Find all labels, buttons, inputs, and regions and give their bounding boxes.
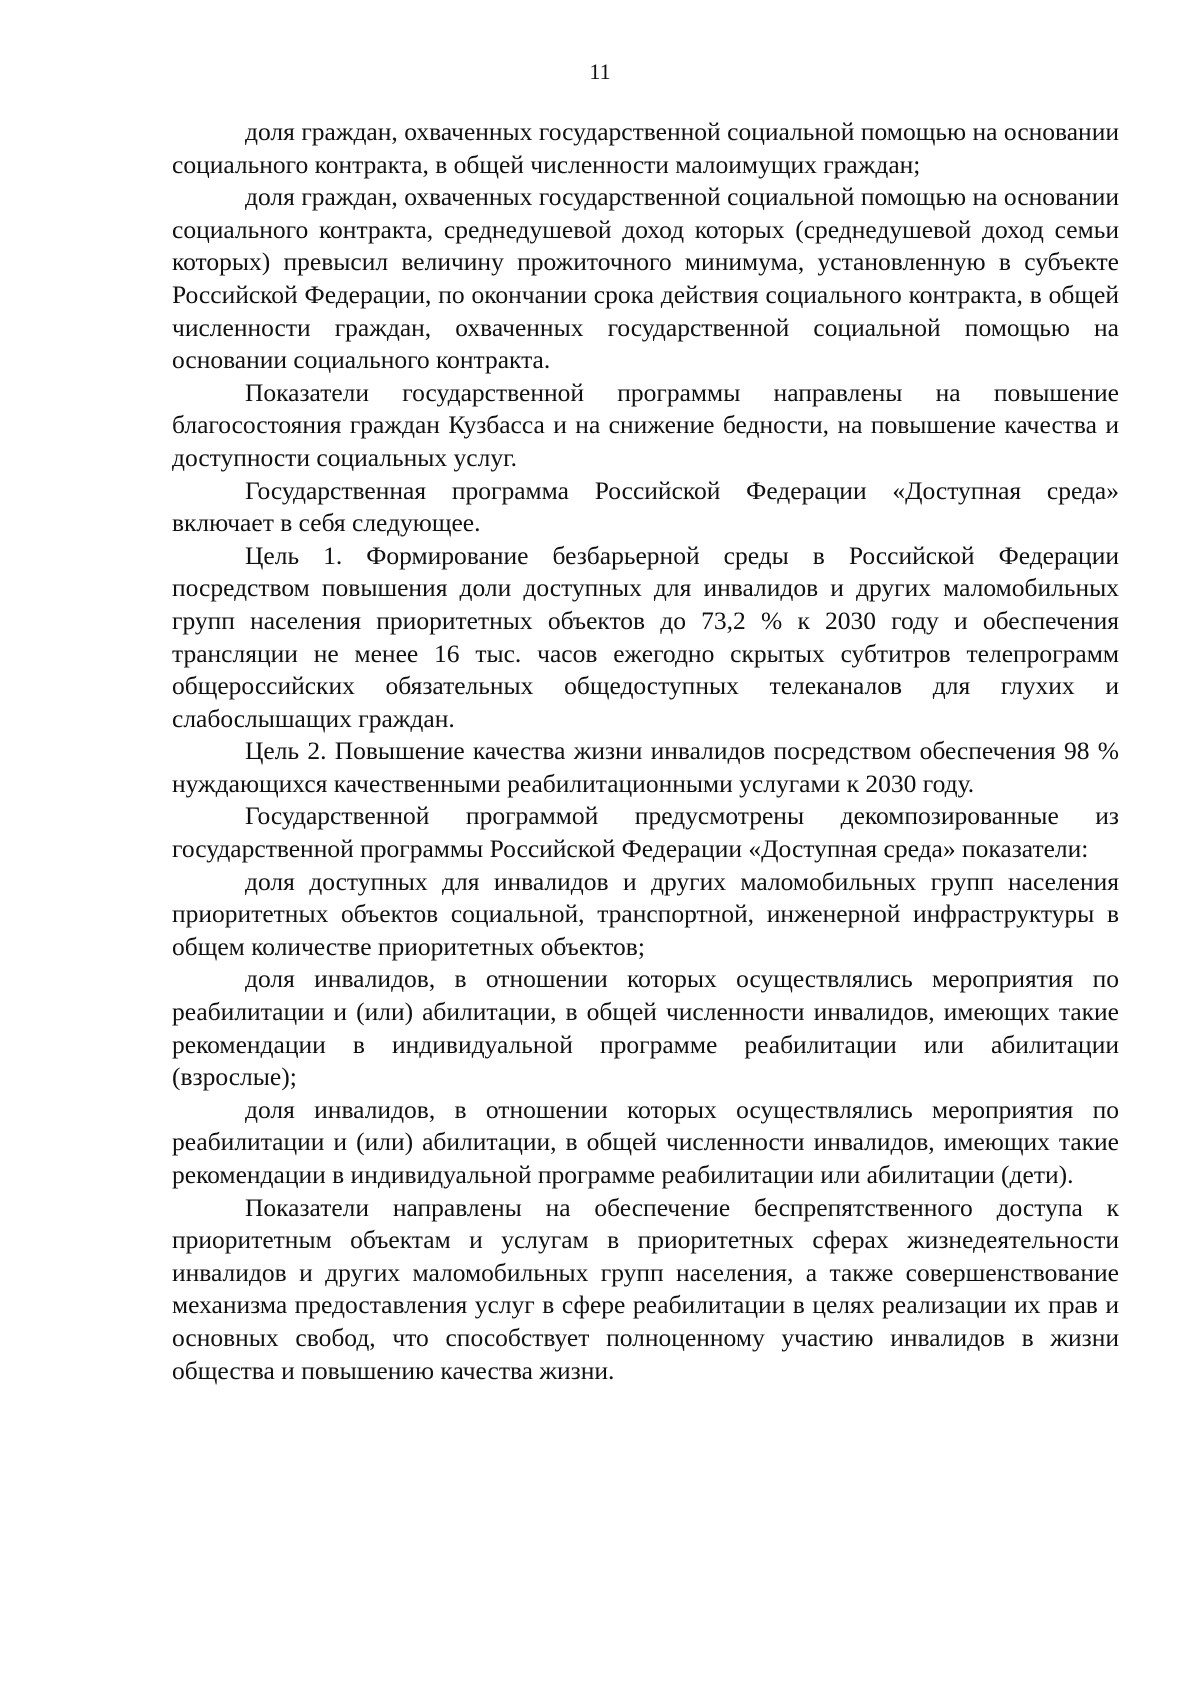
paragraph-indicator-accessible-objects: доля доступных для инвалидов и других маломобильных групп населения приоритетных объектов социальной, транспортной, инженерной инфраструктуры в общем количестве приоритетных объектов;: [172, 866, 1119, 961]
page-number: 11: [589, 59, 611, 84]
paragraph-program-indicators-purpose: Показатели государственной программы направлены на повышение благосостояния граждан Кузбасса и на снижение бедности, на повышение качества и доступности социальных услуг.: [172, 377, 1119, 472]
paragraph-indicator-rehab-children: доля инвалидов, в отношении которых осуществлялись мероприятия по реабилитации и (или) абилитации, в общей численности инвалидов, имеющих такие рекомендации в индивидуальной программе реабилитации или абилитации (дети).: [172, 1094, 1119, 1189]
paragraph-decomposed-indicators-intro: Государственной программой предусмотрены декомпозированные из государственной программы Российской Федерации «Доступная среда» показатели:: [172, 801, 1119, 864]
paragraph-indicator-income-above-minimum: доля граждан, охваченных государственной социальной помощью на основании социального контракта, среднедушевой доход которых (среднедушевой доход семьи которых) превысил величину прожиточного минимума, установленную в субъекте Российской Федерации, по окончании срока действия социального контракта, в общей численности граждан, охваченных государственной социальной помощью на основании социального контракта.: [172, 182, 1119, 375]
paragraph-goal-2: Цель 2. Повышение качества жизни инвалидов посредством обеспечения 98 % нуждающихся качественными реабилитационными услугами к 2030 году.: [172, 736, 1119, 798]
paragraph-indicators-goal: Показатели направлены на обеспечение беспрепятственного доступа к приоритетным объектам и услугам в приоритетных сферах жизнедеятельности инвалидов и других маломобильных групп населения, а также совершенствование механизма предоставления услуг в сфере реабилитации в целях реализации их прав и основных свобод, что способствует полноценному участию инвалидов в жизни общества и повышению качества жизни.: [172, 1192, 1119, 1385]
paragraph-indicator-rehab-adults: доля инвалидов, в отношении которых осуществлялись мероприятия по реабилитации и (или) абилитации, в общей численности инвалидов, имеющих такие рекомендации в индивидуальной программе реабилитации или абилитации (взрослые);: [172, 964, 1119, 1092]
paragraph-goal-1: Цель 1. Формирование безбарьерной среды в Российской Федерации посредством повышения доли доступных для инвалидов и других маломобильных групп населения приоритетных объектов до 73,2 % к 2030 году и обеспечения трансляции не менее 16 тыс. часов ежегодно скрытых субтитров телепрограмм общероссийских обязательных общедоступных телеканалов для глухих и слабослышащих граждан.: [172, 540, 1119, 733]
body-text: [172, 116, 1119, 1387]
paragraph-accessible-environment-intro: Государственная программа Российской Федерации «Доступная среда» включает в себя следующее.: [172, 475, 1119, 538]
paragraph-indicator-social-contract-share: доля граждан, охваченных государственной социальной помощью на основании социального контракта, в общей численности малоимущих граждан;: [172, 117, 1119, 179]
